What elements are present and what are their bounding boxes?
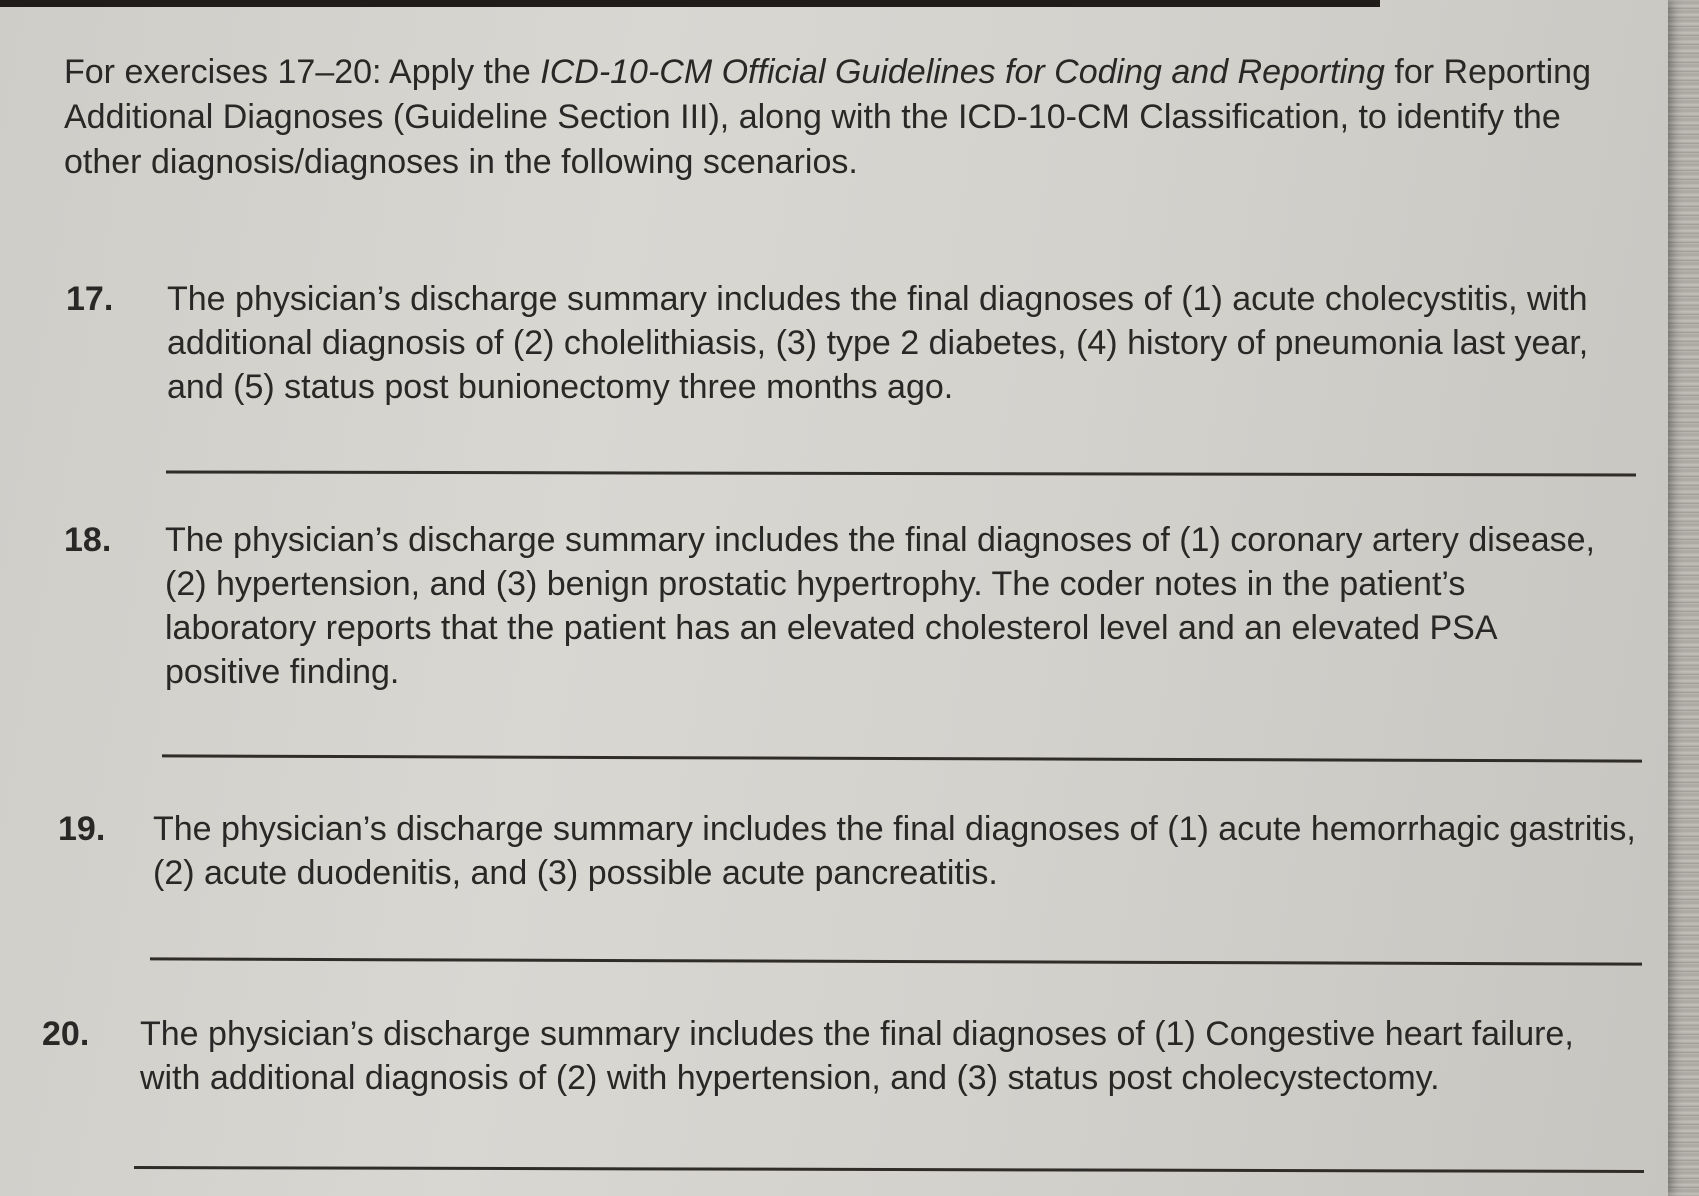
top-shadow-band — [0, 0, 1380, 7]
exercise-text: The physician’s discharge summary includes the final diagnoses of (1) Congestive heart failure, with additional diagnosis of (2) with hypertension, and (3) status post cholecystectomy. — [140, 1015, 1574, 1097]
exercise-17 — [66, 277, 1646, 427]
instructions-paragraph — [64, 50, 1624, 185]
instructions-prefix: For exercises 17–20: Apply the — [64, 53, 541, 91]
exercise-text: The physician’s discharge summary includes the final diagnoses of (1) acute hemorrhagic gastritis, (2) acute duodenitis, and (3) possible acute pancreatitis. — [153, 810, 1636, 892]
answer-line-18[interactable] — [162, 754, 1642, 762]
exercise-number: 18. — [64, 521, 112, 559]
answer-line-19[interactable] — [150, 957, 1642, 965]
exercise-number: 19. — [58, 810, 106, 848]
instructions-suffix: for Reporting Additional Diagnoses (Guideline Section III), along with the ICD-10-CM Classification, to identify the other diagnosis/diagnoses in the following scenarios. — [64, 53, 1591, 181]
guidelines-title: ICD-10-CM Official Guidelines for Coding and Reporting — [540, 53, 1385, 91]
answer-line-17[interactable] — [166, 470, 1636, 476]
exercise-20 — [42, 1012, 1652, 1112]
answer-line-20[interactable] — [134, 1166, 1644, 1173]
exercise-number: 20. — [42, 1015, 90, 1053]
exercise-19 — [58, 807, 1648, 907]
exercise-text: The physician’s discharge summary includes the final diagnoses of (1) acute cholecystitis, with additional diagnosis of (2) cholelithiasis, (3) type 2 diabetes, (4) history of pneumonia last year, and (5) status post bunionectomy three months ago. — [167, 280, 1589, 406]
exercise-text: The physician’s discharge summary includes the final diagnoses of (1) coronary artery disease, (2) hypertension, and (3) benign prostatic hypertrophy. The coder notes in the patient’s laboratory reports that the patient has an elevated cholesterol level and an elevated PSA positive finding. — [165, 521, 1595, 691]
exercise-number: 17. — [66, 280, 114, 318]
exercise-18 — [64, 518, 1644, 698]
